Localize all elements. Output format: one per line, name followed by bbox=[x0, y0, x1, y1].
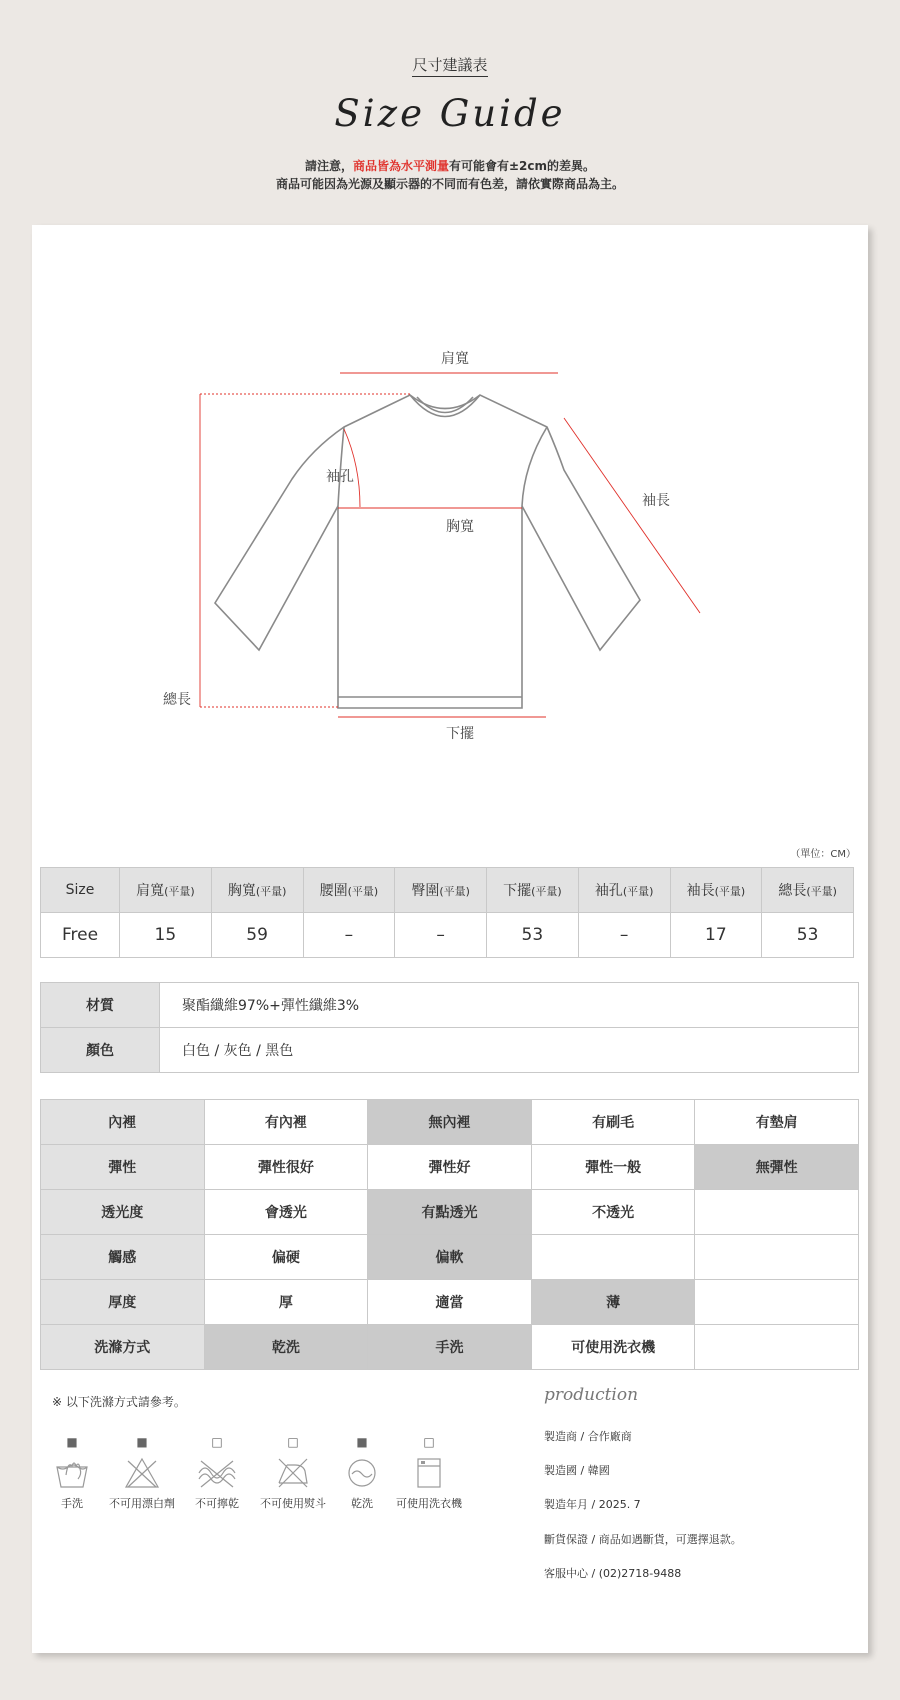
size-table-header bbox=[41, 868, 854, 913]
attribute-row bbox=[41, 1280, 859, 1325]
attribute-option: 厚 bbox=[204, 1280, 368, 1325]
table-cell: – bbox=[395, 913, 487, 958]
note-highlight: 商品皆為水平測量 bbox=[352, 159, 449, 173]
attribute-option-selected: 薄 bbox=[531, 1280, 695, 1325]
table-cell: 17 bbox=[670, 913, 762, 958]
attribute-label: 洗滌方式 bbox=[41, 1325, 205, 1370]
size-header-hem: 下擺(平量) bbox=[487, 868, 579, 913]
attribute-row bbox=[41, 1145, 859, 1190]
wash-item-no-bleach bbox=[102, 1431, 182, 1511]
attribute-option: 不透光 bbox=[531, 1190, 695, 1235]
measure-note bbox=[0, 157, 900, 174]
size-header-armhole: 袖孔(平量) bbox=[578, 868, 670, 913]
material-label: 材質 bbox=[41, 983, 160, 1028]
wash-label: 乾洗 bbox=[351, 1497, 373, 1510]
attribute-option-selected: 手洗 bbox=[368, 1325, 532, 1370]
no-iron-icon bbox=[275, 1457, 311, 1489]
note-post: 有可能會有±2cm的差異。 bbox=[449, 159, 596, 173]
production-title: production bbox=[544, 1385, 639, 1405]
table-row bbox=[41, 913, 854, 958]
material-value: 聚酯纖維97%+彈性纖維3% bbox=[160, 983, 859, 1028]
washing-machine-icon bbox=[411, 1457, 447, 1489]
wash-item-hand-wash bbox=[32, 1431, 112, 1511]
wash-label: 不可用漂白劑 bbox=[109, 1497, 175, 1510]
table-cell: 53 bbox=[762, 913, 854, 958]
attribute-label: 透光度 bbox=[41, 1190, 205, 1235]
size-header-waist: 腰圍(平量) bbox=[303, 868, 395, 913]
attribute-option-selected: 有點透光 bbox=[368, 1190, 532, 1235]
page-title: Size Guide bbox=[334, 92, 566, 135]
wash-label: 不可使用熨斗 bbox=[260, 1497, 326, 1510]
label-shoulder: 肩寬 bbox=[441, 351, 469, 367]
size-header-shoulder: 肩寬(平量) bbox=[120, 868, 212, 913]
attribute-label: 彈性 bbox=[41, 1145, 205, 1190]
attribute-option: 偏硬 bbox=[204, 1235, 368, 1280]
color-row bbox=[41, 1028, 859, 1073]
attribute-option: 彈性很好 bbox=[204, 1145, 368, 1190]
attribute-option: 可使用洗衣機 bbox=[531, 1325, 695, 1370]
check-mark: □ bbox=[423, 1435, 435, 1449]
material-row bbox=[41, 983, 859, 1028]
attribute-option: 有刷毛 bbox=[531, 1100, 695, 1145]
material-table bbox=[40, 982, 859, 1073]
attribute-table bbox=[40, 1099, 859, 1370]
attribute-option bbox=[695, 1280, 859, 1325]
attribute-option-selected: 無內裡 bbox=[368, 1100, 532, 1145]
wash-label: 不可擰乾 bbox=[195, 1497, 239, 1510]
no-wring-icon bbox=[197, 1457, 237, 1489]
attribute-option: 有墊肩 bbox=[695, 1100, 859, 1145]
label-sleeve: 袖長 bbox=[642, 493, 670, 509]
production-guarantee: 斷貨保證 / 商品如遇斷貨，可選擇退款。 bbox=[544, 1533, 742, 1546]
attribute-label: 觸感 bbox=[41, 1235, 205, 1280]
table-cell: 53 bbox=[487, 913, 579, 958]
wash-label: 手洗 bbox=[61, 1497, 83, 1510]
check-mark: □ bbox=[211, 1435, 223, 1449]
table-cell: – bbox=[303, 913, 395, 958]
no-bleach-icon bbox=[124, 1457, 160, 1489]
content-card bbox=[32, 225, 868, 1653]
attribute-row bbox=[41, 1100, 859, 1145]
attribute-option: 會透光 bbox=[204, 1190, 368, 1235]
attribute-option bbox=[695, 1190, 859, 1235]
size-header-chest: 胸寬(平量) bbox=[211, 868, 303, 913]
color-value: 白色 / 灰色 / 黑色 bbox=[160, 1028, 859, 1073]
size-header-sleeve: 袖長(平量) bbox=[670, 868, 762, 913]
label-armhole: 袖孔 bbox=[326, 469, 354, 485]
hand-wash-icon bbox=[54, 1457, 90, 1489]
sweater-diagram bbox=[32, 225, 868, 825]
attribute-option: 適當 bbox=[368, 1280, 532, 1325]
attribute-option: 有內裡 bbox=[204, 1100, 368, 1145]
size-header-length: 總長(平量) bbox=[762, 868, 854, 913]
attribute-option-selected: 乾洗 bbox=[204, 1325, 368, 1370]
attribute-label: 內裡 bbox=[41, 1100, 205, 1145]
washing-note: ※ 以下洗滌方式請參考。 bbox=[52, 1395, 186, 1409]
table-cell: 15 bbox=[120, 913, 212, 958]
production-country: 製造國 / 韓國 bbox=[544, 1464, 610, 1477]
check-mark: ■ bbox=[356, 1435, 368, 1449]
attribute-option bbox=[531, 1235, 695, 1280]
table-cell: 59 bbox=[211, 913, 303, 958]
size-header-hip: 臀圍(平量) bbox=[395, 868, 487, 913]
unit-label: （單位：CM） bbox=[790, 849, 856, 860]
label-length: 總長 bbox=[163, 692, 191, 708]
wash-item-washing-machine bbox=[389, 1431, 469, 1511]
production-service: 客服中心 / (02)2718-9488 bbox=[544, 1567, 682, 1580]
check-mark: □ bbox=[287, 1435, 299, 1449]
color-note: 商品可能因為光源及顯示器的不同而有色差，請依實際商品為主。 bbox=[275, 177, 624, 191]
dry-clean-icon bbox=[344, 1457, 380, 1489]
measure-lines bbox=[200, 373, 700, 717]
attribute-option bbox=[695, 1235, 859, 1280]
attribute-row bbox=[41, 1325, 859, 1370]
production-date: 製造年月 / 2025. 7 bbox=[544, 1498, 641, 1511]
check-mark: ■ bbox=[136, 1435, 148, 1449]
attribute-row bbox=[41, 1235, 859, 1280]
attribute-option-selected: 無彈性 bbox=[695, 1145, 859, 1190]
color-label: 顏色 bbox=[41, 1028, 160, 1073]
wash-item-no-wring bbox=[177, 1431, 257, 1511]
size-value: Free bbox=[41, 913, 120, 958]
sweater-outline bbox=[215, 395, 640, 708]
wash-item-no-iron bbox=[253, 1431, 333, 1511]
attribute-option bbox=[695, 1325, 859, 1370]
size-table bbox=[40, 867, 854, 958]
page-subtitle: 尺寸建議表 bbox=[0, 54, 900, 75]
table-cell: – bbox=[578, 913, 670, 958]
attribute-option: 彈性好 bbox=[368, 1145, 532, 1190]
label-hem: 下擺 bbox=[446, 726, 474, 742]
attribute-label: 厚度 bbox=[41, 1280, 205, 1325]
attribute-row bbox=[41, 1190, 859, 1235]
attribute-option-selected: 偏軟 bbox=[368, 1235, 532, 1280]
production-manufacturer: 製造商 / 合作廠商 bbox=[544, 1430, 632, 1443]
note-pre: 請注意， bbox=[304, 159, 353, 173]
label-chest: 胸寬 bbox=[446, 519, 474, 535]
wash-label: 可使用洗衣機 bbox=[396, 1497, 462, 1510]
attribute-option: 彈性一般 bbox=[531, 1145, 695, 1190]
size-header-cell: Size bbox=[41, 868, 120, 913]
check-mark: ■ bbox=[66, 1435, 78, 1449]
